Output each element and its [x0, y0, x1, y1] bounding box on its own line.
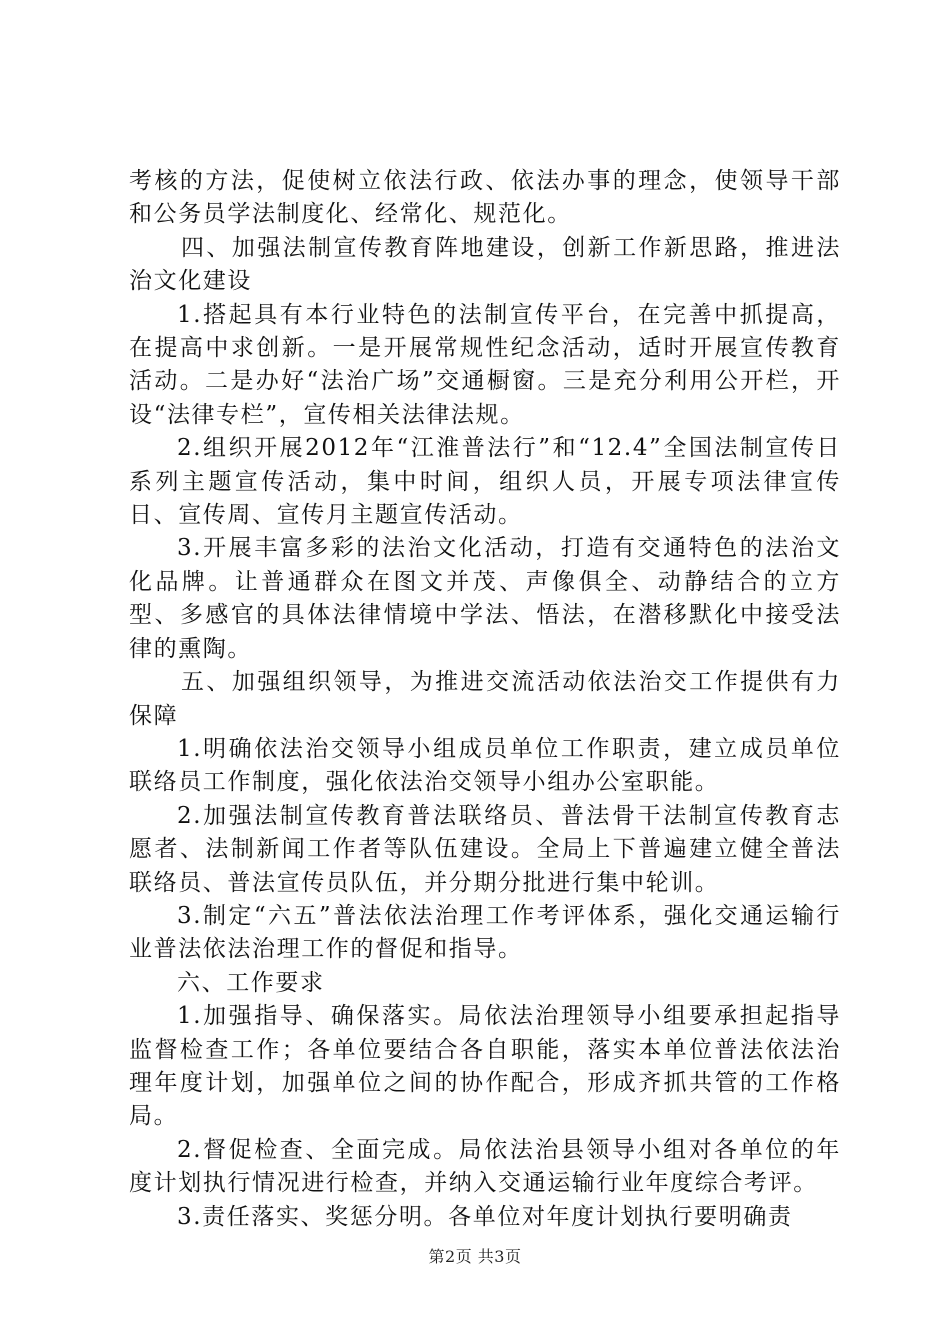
paragraph-5-2: 2.加强法制宣传教育普法联络员、普法骨干法制宣传教育志愿者、法制新闻工作者等队伍建设。全局上下普遍建立健全普法联络员、普法宣传员队伍，并分期分批进行集中轮训。: [129, 802, 841, 896]
paragraph-4-3: 3.开展丰富多彩的法治文化活动，打造有交通特色的法治文化品牌。让普通群众在图文并茂、声像俱全、动静结合的立方型、多感官的具体法律情境中学法、悟法，在潜移默化中接受法律的熏陶。: [129, 535, 841, 662]
page-number-footer: 第2页 共3页: [428, 1247, 522, 1266]
paragraph-6-3: 3.责任落实、奖惩分明。各单位对年度计划执行要明确责: [177, 1203, 793, 1230]
document-body: [129, 165, 841, 1234]
paragraph-1: 考核的方法，促使树立依法行政、依法办事的理念，使领导干部和公务员学法制度化、经常化、规范化。: [129, 168, 841, 228]
paragraph-5-3: 3.制定“六五”普法依法治理工作考评体系，强化交通运输行业普法依法治理工作的督促和指导。: [129, 902, 841, 963]
section-heading-4: 四、加强法制宣传教育阵地建设，创新工作新思路，推进法治文化建设: [129, 234, 841, 295]
paragraph-4-2: 2.组织开展2012年“江淮普法行”和“12.4”全国法制宣传日系列主题宣传活动，集中时间，组织人员，开展专项法律宣传日、宣传周、宣传月主题宣传活动。: [129, 435, 841, 529]
paragraph-6-2: 2.督促检查、全面完成。局依法治县领导小组对各单位的年度计划执行情况进行检查，并纳入交通运输行业年度综合考评。: [129, 1136, 841, 1197]
section-heading-5: 五、加强组织领导，为推进交流活动依法治交工作提供有力保障: [129, 669, 841, 729]
paragraph-5-1: 1.明确依法治交领导小组成员单位工作职责，建立成员单位联络员工作制度，强化依法治交领导小组办公室职能。: [129, 735, 841, 796]
paragraph-4-1: 1.搭起具有本行业特色的法制宣传平台，在完善中抓提高，在提高中求创新。一是开展常规性纪念活动，适时开展宣传教育活动。二是办好“法治广场”交通橱窗。三是充分利用公开栏，开设“法律专栏”，宣传相关法律法规。: [129, 301, 841, 428]
section-heading-6: 六、工作要求: [177, 969, 325, 996]
paragraph-6-1: 1.加强指导、确保落实。局依法治理领导小组要承担起指导监督检查工作；各单位要结合各自职能，落实本单位普法依法治理年度计划，加强单位之间的协作配合，形成齐抓共管的工作格局。: [129, 1003, 841, 1130]
